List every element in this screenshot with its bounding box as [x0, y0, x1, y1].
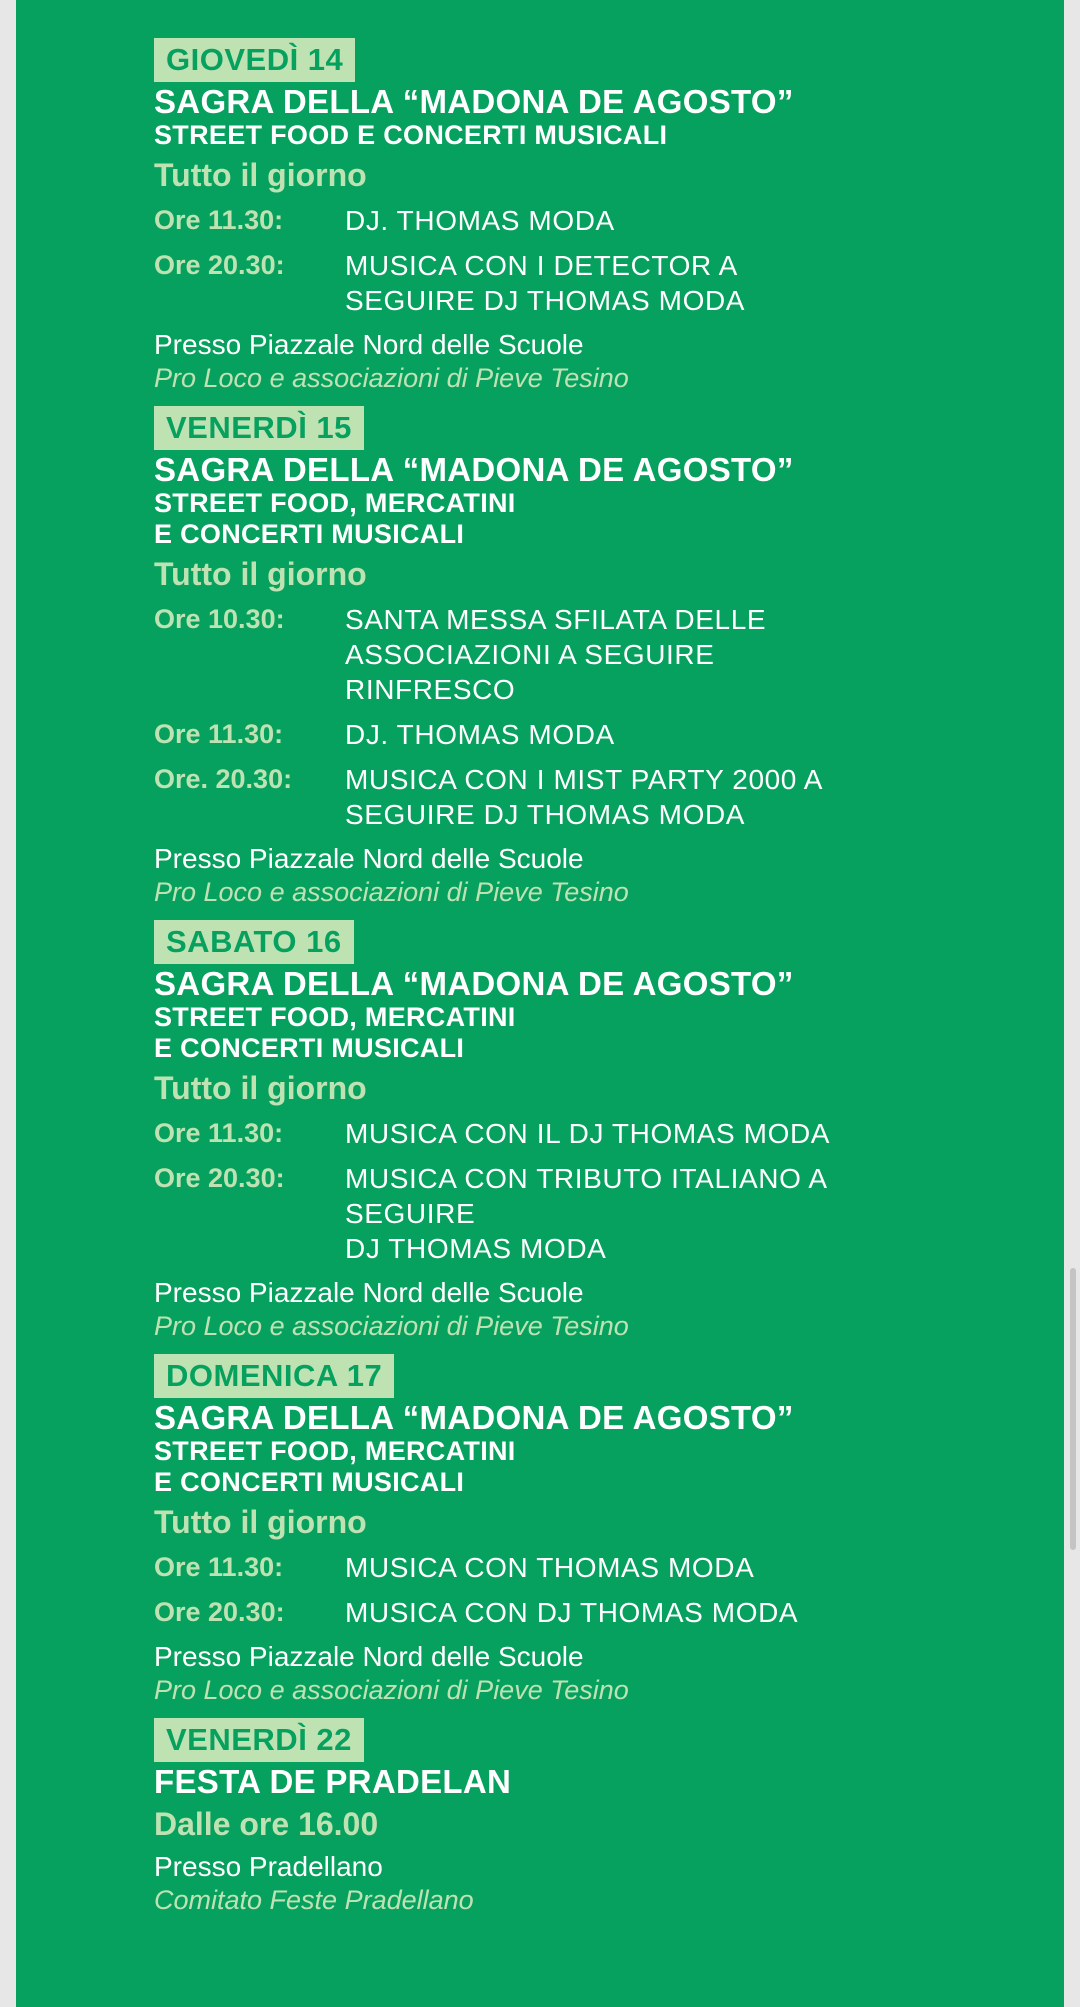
schedule-time: Ore 11.30:: [154, 1552, 284, 1582]
schedule-description-line: MUSICA CON I DETECTOR A: [345, 250, 738, 281]
schedule-description: [345, 1116, 985, 1151]
event-organizer: Comitato Feste Pradellano: [154, 1885, 474, 1915]
event-time-note: Tutto il giorno: [154, 1504, 367, 1540]
event-title: SAGRA DELLA “MADONA DE AGOSTO”: [154, 1399, 794, 1436]
date-badge-row: [154, 38, 1014, 82]
schedule-description: [345, 203, 985, 238]
date-badge: VENERDÌ 22: [154, 1718, 364, 1762]
event-time-note: Tutto il giorno: [154, 157, 367, 193]
event-time-note: Tutto il giorno: [154, 556, 367, 592]
event-subtitle: STREET FOOD, MERCATINI: [154, 488, 516, 518]
schedule-time: Ore 11.30:: [154, 1118, 284, 1148]
event-venue: Presso Piazzale Nord delle Scuole: [154, 1641, 584, 1672]
event-title: SAGRA DELLA “MADONA DE AGOSTO”: [154, 451, 794, 488]
event-title: SAGRA DELLA “MADONA DE AGOSTO”: [154, 965, 794, 1002]
schedule-time: Ore 11.30:: [154, 205, 284, 235]
event-subtitle: E CONCERTI MUSICALI: [154, 1467, 465, 1497]
date-badge: SABATO 16: [154, 920, 354, 964]
schedule-row: [154, 1550, 1014, 1585]
schedule-row: [154, 203, 1014, 238]
schedule-row: [154, 1595, 1014, 1630]
schedule-description: [345, 1550, 985, 1585]
event-time-note: Dalle ore 16.00: [154, 1806, 379, 1842]
event-schedule: [154, 203, 1014, 318]
schedule-description: [345, 1161, 985, 1266]
schedule-description-line: MUSICA CON DJ THOMAS MODA: [345, 1597, 799, 1628]
event-block: [154, 406, 1014, 908]
schedule-description-line: DJ. THOMAS MODA: [345, 205, 615, 236]
scrollbar-track[interactable]: [1064, 0, 1080, 2007]
schedule-time: Ore 20.30:: [154, 1163, 285, 1193]
date-badge-row: [154, 1354, 1014, 1398]
event-subtitle: STREET FOOD, MERCATINI: [154, 1002, 516, 1032]
schedule-description-line: ASSOCIAZIONI A SEGUIRE: [345, 639, 715, 670]
date-badge-row: [154, 920, 1014, 964]
date-badge: GIOVEDÌ 14: [154, 38, 355, 82]
event-title: SAGRA DELLA “MADONA DE AGOSTO”: [154, 83, 794, 120]
schedule-description-line: MUSICA CON IL DJ THOMAS MODA: [345, 1118, 831, 1149]
schedule-description-line: RINFRESCO: [345, 674, 516, 705]
event-schedule: [154, 602, 1014, 832]
schedule-time: Ore 10.30:: [154, 604, 285, 634]
event-time-note: Tutto il giorno: [154, 1070, 367, 1106]
schedule-row: [154, 762, 1014, 832]
schedule-time: Ore 20.30:: [154, 250, 285, 280]
date-badge: VENERDÌ 15: [154, 406, 364, 450]
date-badge-row: [154, 1718, 1014, 1762]
schedule-row: [154, 717, 1014, 752]
schedule-row: [154, 248, 1014, 318]
schedule-row: [154, 1116, 1014, 1151]
schedule-description: [345, 602, 985, 707]
schedule-description-line: SEGUIRE: [345, 1198, 476, 1229]
date-badge: DOMENICA 17: [154, 1354, 394, 1398]
schedule-row: [154, 1161, 1014, 1266]
schedule-description: [345, 1595, 985, 1630]
schedule-description: [345, 717, 985, 752]
schedule-time: Ore 11.30:: [154, 719, 284, 749]
event-organizer: Pro Loco e associazioni di Pieve Tesino: [154, 1675, 629, 1705]
event-venue: Presso Pradellano: [154, 1851, 383, 1882]
schedule-description: [345, 248, 985, 318]
schedule-description-line: SEGUIRE DJ THOMAS MODA: [345, 285, 746, 316]
event-organizer: Pro Loco e associazioni di Pieve Tesino: [154, 1311, 629, 1341]
event-block: [154, 920, 1014, 1342]
schedule-description-line: MUSICA CON TRIBUTO ITALIANO A: [345, 1163, 828, 1194]
schedule-time: Ore. 20.30:: [154, 764, 293, 794]
schedule-description-line: DJ THOMAS MODA: [345, 1233, 607, 1264]
event-list: [154, 38, 1014, 1916]
event-title: FESTA DE PRADELAN: [154, 1763, 512, 1800]
scrollbar-thumb[interactable]: [1070, 1268, 1076, 1550]
event-organizer: Pro Loco e associazioni di Pieve Tesino: [154, 363, 629, 393]
event-subtitle: STREET FOOD, MERCATINI: [154, 1436, 516, 1466]
schedule-description-line: SANTA MESSA SFILATA DELLE: [345, 604, 767, 635]
date-badge-row: [154, 406, 1014, 450]
event-venue: Presso Piazzale Nord delle Scuole: [154, 843, 584, 874]
schedule-description: [345, 762, 985, 832]
event-block: [154, 38, 1014, 394]
event-block: [154, 1718, 1014, 1916]
event-subtitle: E CONCERTI MUSICALI: [154, 519, 465, 549]
schedule-row: [154, 602, 1014, 707]
schedule-description-line: SEGUIRE DJ THOMAS MODA: [345, 799, 746, 830]
event-venue: Presso Piazzale Nord delle Scuole: [154, 1277, 584, 1308]
event-block: [154, 1354, 1014, 1706]
event-poster: [16, 0, 1064, 2007]
schedule-description-line: MUSICA CON THOMAS MODA: [345, 1552, 755, 1583]
event-subtitle: STREET FOOD E CONCERTI MUSICALI: [154, 120, 668, 150]
event-venue: Presso Piazzale Nord delle Scuole: [154, 329, 584, 360]
schedule-time: Ore 20.30:: [154, 1597, 285, 1627]
event-schedule: [154, 1116, 1014, 1266]
event-organizer: Pro Loco e associazioni di Pieve Tesino: [154, 877, 629, 907]
event-subtitle: E CONCERTI MUSICALI: [154, 1033, 465, 1063]
event-schedule: [154, 1550, 1014, 1630]
schedule-description-line: DJ. THOMAS MODA: [345, 719, 615, 750]
schedule-description-line: MUSICA CON I MIST PARTY 2000 A: [345, 764, 824, 795]
